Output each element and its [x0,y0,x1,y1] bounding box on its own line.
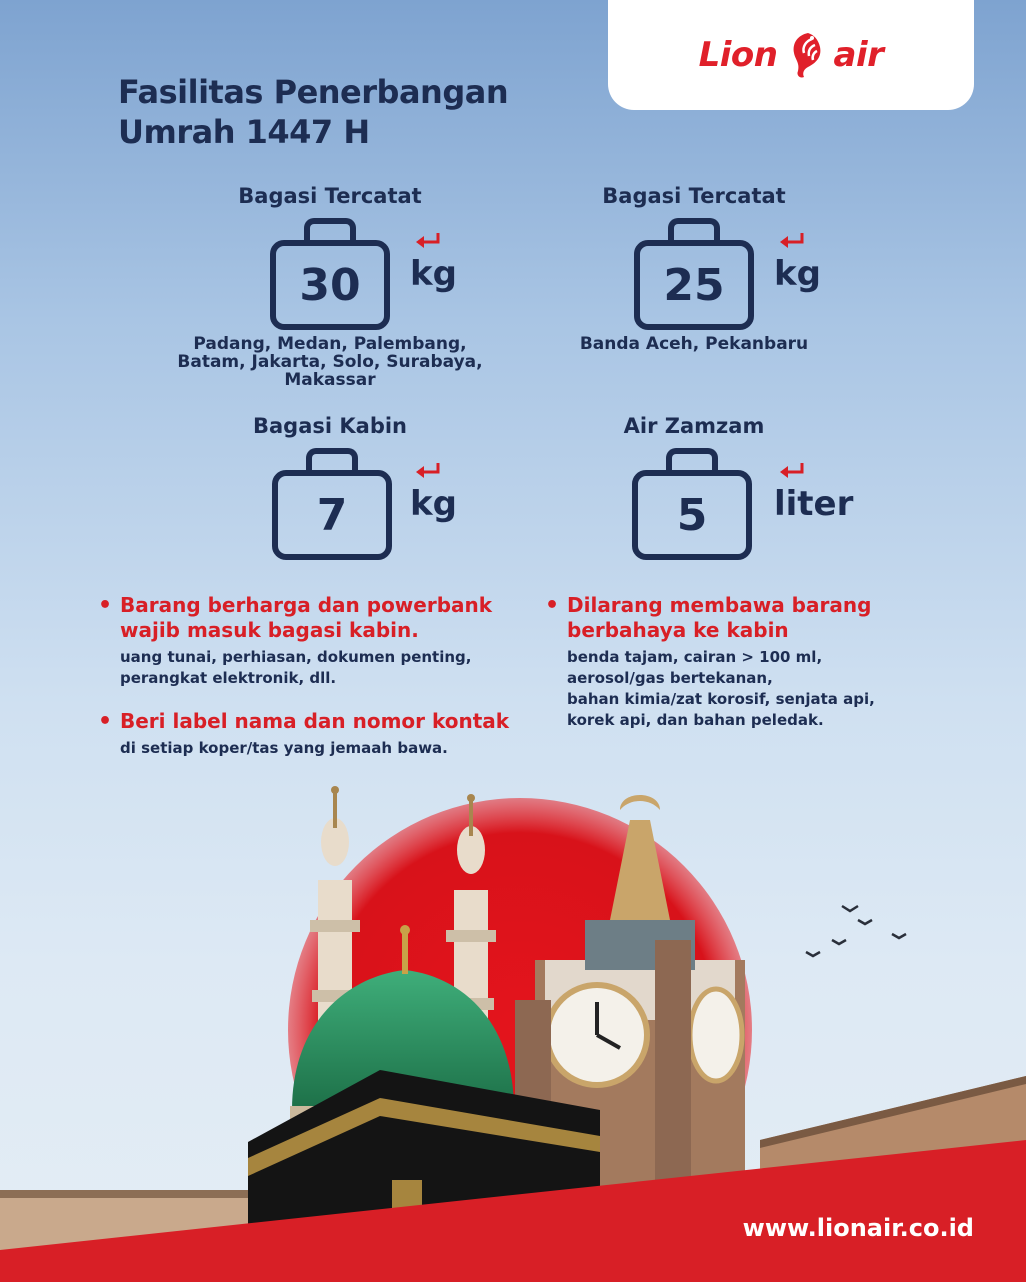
checked-baggage-30-item [150,183,510,209]
baggage-value: 25 [634,240,754,330]
arrow-return-icon [778,462,806,480]
logo-card[interactable] [608,0,974,110]
zamzam-unit: liter [774,484,854,524]
note-title-line: Beri label nama dan nomor kontak [120,709,510,733]
note-detail-line: uang tunai, perhiasan, dokumen penting, [120,648,472,666]
website-link[interactable]: www.lionair.co.id [742,1214,974,1242]
item-label: Air Zamzam [623,414,765,438]
note-detail [120,647,520,689]
note-detail-line: korek api, dan bahan peledak. [567,711,824,729]
baggage-unit: kg [410,254,457,294]
note-title-line: Dilarang membawa barang [567,593,872,617]
cabin-baggage-item [150,413,510,439]
note-label [120,709,520,759]
mecca-landmarks-illustration [0,780,1026,1282]
city-line: Batam, Jakarta, Solo, Surabaya, [177,352,483,372]
checked-baggage-25-item [514,183,874,209]
baggage-value: 30 [270,240,390,330]
note-detail-line: bahan kimia/zat korosif, senjata api, [567,690,875,708]
item-label: Bagasi Tercatat [238,184,422,208]
arrow-return-icon [414,462,442,480]
destination-cities [514,335,874,353]
item-label: Bagasi Kabin [252,414,407,438]
note-valuables [120,593,520,689]
note-title [120,593,520,643]
item-label: Bagasi Tercatat [602,184,786,208]
note-prohibited [567,593,927,731]
city-line: Padang, Medan, Palembang, [193,334,467,354]
arrow-return-icon [778,232,806,250]
note-title-line: Barang berharga dan powerbank [120,593,493,617]
city-line: Banda Aceh, Pekanbaru [579,334,809,354]
note-detail [567,647,927,731]
lion-head-icon [782,29,830,81]
title-line-2: Umrah 1447 H [118,113,370,151]
logo-text-air: air [833,35,884,75]
note-title-line: wajib masuk bagasi kabin. [120,618,419,642]
baggage-value: 7 [272,470,392,560]
baggage-unit: kg [410,484,457,524]
note-detail-line: perangkat elektronik, dll. [120,669,337,687]
note-detail-line: aerosol/gas bertekanan, [567,669,773,687]
note-title-line: berbahaya ke kabin [567,618,789,642]
zamzam-water-item [514,413,874,439]
note-detail-line: benda tajam, cairan > 100 ml, [567,648,823,666]
page-title [118,72,508,152]
title-line-1: Fasilitas Penerbangan [118,73,509,111]
zamzam-value: 5 [632,470,752,560]
arrow-return-icon [414,232,442,250]
note-detail [120,738,520,759]
logo-text-lion: Lion [698,35,778,75]
note-title [120,709,520,734]
city-line: Makassar [284,370,376,390]
note-title [567,593,927,643]
baggage-unit: kg [774,254,821,294]
birds-icon [806,906,906,956]
note-detail-line: di setiap koper/tas yang jemaah bawa. [120,739,448,757]
destination-cities [150,335,510,389]
